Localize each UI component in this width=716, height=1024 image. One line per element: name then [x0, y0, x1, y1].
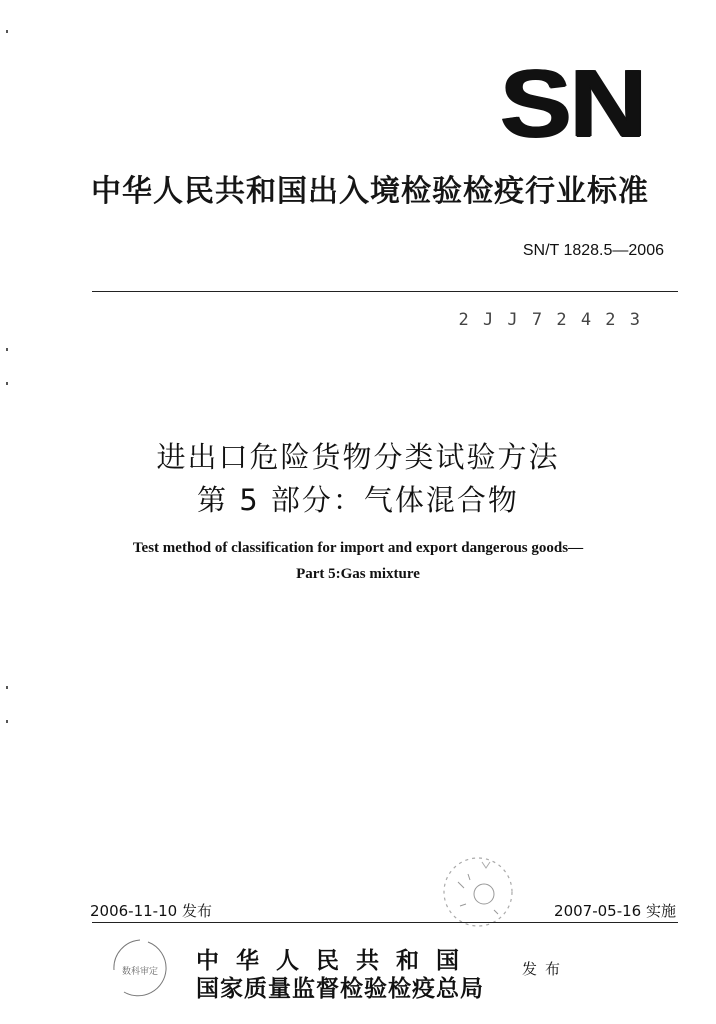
title-chinese-line-1: 进出口危险货物分类试验方法: [156, 440, 560, 474]
standard-number: SN/T 1828.5—2006: [522, 242, 664, 259]
issuer-country: 中华人民共和国: [196, 947, 476, 974]
issuer-agency: 国家质量监督检验检疫总局: [196, 975, 484, 1002]
stamp-text: 数科审定: [121, 967, 159, 977]
title-chinese-line-2: 第 5 部分：气体混合物: [197, 483, 519, 517]
title-english-line-2: Part 5:Gas mixture: [296, 566, 420, 582]
official-seal: [438, 852, 518, 932]
sn-logo: SN: [500, 50, 645, 157]
title-english-line-1: Test method of classification for import and export dangerous goods—: [132, 540, 584, 556]
implement-date: 2007-05-16 实施: [554, 902, 676, 920]
release-label: 发布: [522, 960, 569, 978]
handwritten-number: 2 J J 7 2 4 2 3: [458, 310, 642, 330]
footer-divider: [92, 922, 678, 923]
scan-speck: [6, 382, 8, 385]
publish-date: 2006-11-10 发布: [90, 902, 212, 920]
scan-speck: [6, 348, 8, 351]
scan-speck: [6, 720, 8, 723]
header-divider: [92, 291, 678, 292]
industry-standard-heading: 中华人民共和国出入境检验检疫行业标准: [91, 174, 649, 209]
scan-speck: [6, 30, 8, 33]
review-stamp: [104, 930, 176, 1002]
scan-speck: [6, 686, 8, 689]
